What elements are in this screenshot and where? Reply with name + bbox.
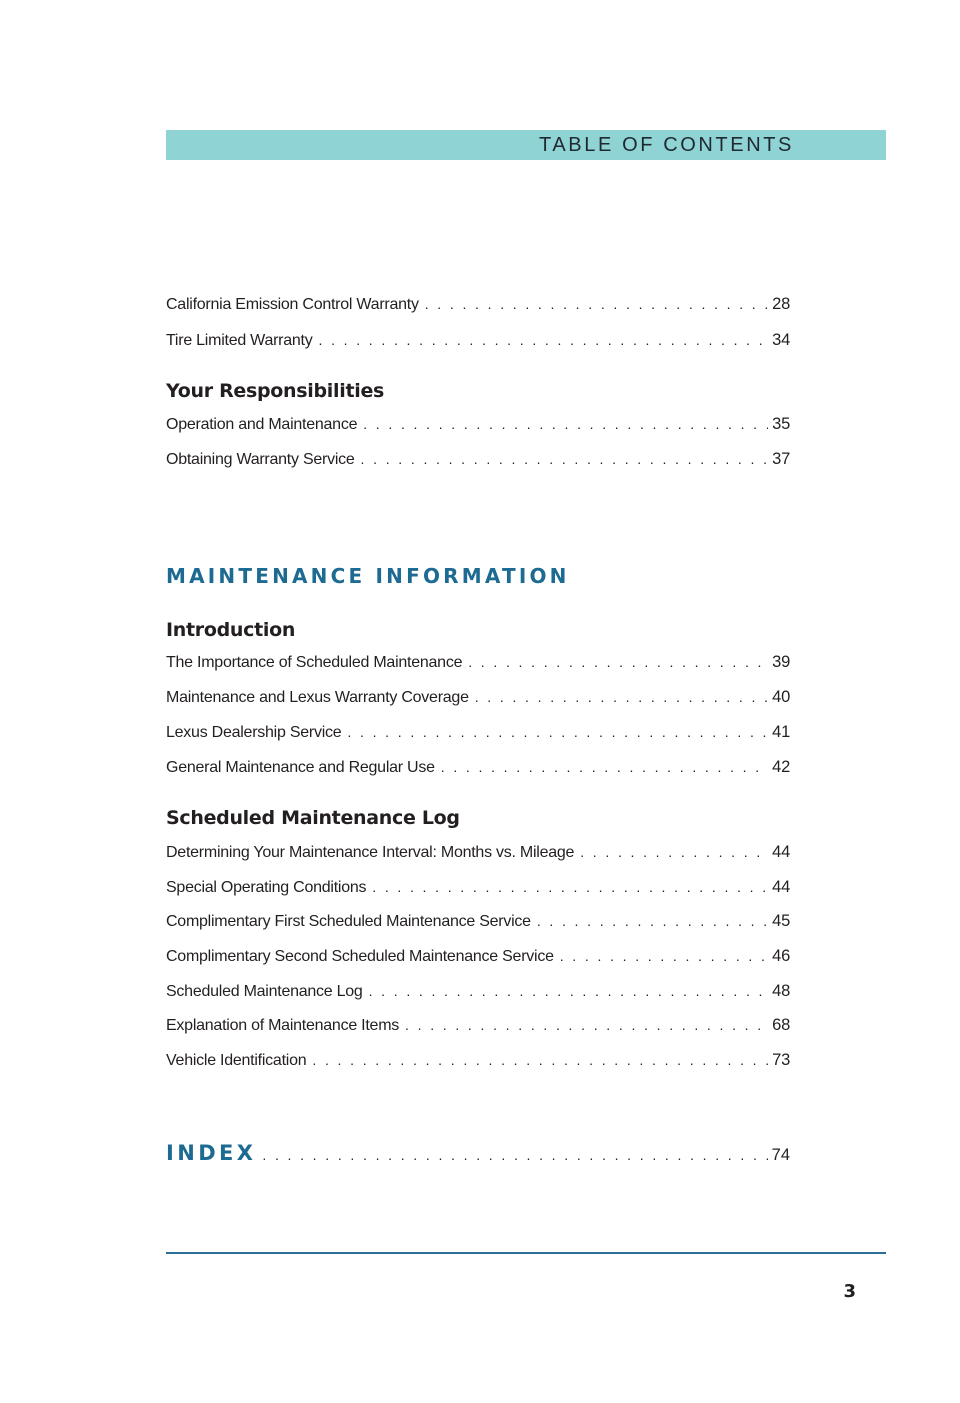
page-title: TABLE OF CONTENTS [539, 134, 794, 156]
subheading-introduction: Introduction [166, 619, 296, 641]
toc-entry-label: Maintenance and Lexus Warranty Coverage [166, 689, 469, 706]
footer-rule [166, 1252, 886, 1254]
dot-leader [537, 910, 768, 932]
toc-entry-label: California Emission Control Warranty [166, 296, 419, 313]
dot-leader [405, 1014, 768, 1036]
toc-entry-complimentary-second-service[interactable] [166, 945, 790, 967]
toc-entry-page: 46 [772, 947, 790, 965]
toc-entry-label: Complimentary First Scheduled Maintenance Service [166, 913, 531, 930]
toc-entry-index[interactable] [166, 1141, 790, 1169]
toc-entry-maintenance-and-lexus-warranty-coverage[interactable] [166, 686, 790, 708]
toc-entry-operation-and-maintenance[interactable] [166, 413, 790, 435]
toc-entry-label: Scheduled Maintenance Log [166, 983, 363, 1000]
dot-leader [441, 756, 768, 778]
toc-entry-complimentary-first-service[interactable] [166, 910, 790, 932]
dot-leader [475, 686, 768, 708]
toc-entry-page: 44 [772, 878, 790, 896]
subheading-scheduled-maintenance-log: Scheduled Maintenance Log [166, 807, 460, 829]
toc-entry-scheduled-maintenance-log[interactable] [166, 980, 790, 1002]
dot-leader [312, 1049, 768, 1071]
toc-entry-label: Tire Limited Warranty [166, 332, 313, 349]
toc-entry-obtaining-warranty-service[interactable] [166, 448, 790, 470]
dot-leader [425, 293, 768, 315]
toc-entry-label: Vehicle Identification [166, 1052, 307, 1069]
toc-entry-page: 45 [772, 912, 790, 930]
toc-entry-lexus-dealership-service[interactable] [166, 721, 790, 743]
toc-entry-tire-limited-warranty[interactable] [166, 329, 790, 351]
toc-entry-label: Explanation of Maintenance Items [166, 1017, 400, 1034]
dot-leader [361, 448, 769, 470]
toc-entry-label: Obtaining Warranty Service [166, 451, 355, 468]
dot-leader [468, 651, 768, 673]
toc-entry-label: Special Operating Conditions [166, 879, 367, 896]
dot-leader [369, 980, 769, 1002]
toc-entry-page: 68 [772, 1016, 790, 1034]
toc-entry-special-operating-conditions[interactable] [166, 876, 790, 898]
dot-leader [372, 876, 768, 898]
toc-entry-page: 35 [772, 415, 790, 433]
toc-entry-label: Complimentary Second Scheduled Maintenance Service [166, 948, 554, 965]
toc-entry-page: 42 [772, 758, 790, 776]
toc-entry-general-maintenance-and-regular-use[interactable] [166, 756, 790, 778]
dot-leader [318, 329, 768, 351]
page-number: 3 [843, 1281, 856, 1302]
toc-entry-label: Operation and Maintenance [166, 416, 358, 433]
dot-leader [580, 841, 768, 863]
index-heading: INDEX [166, 1141, 257, 1165]
toc-entry-page: 74 [771, 1146, 790, 1164]
toc-entry-page: 73 [772, 1051, 790, 1069]
toc-entry-determining-maintenance-interval[interactable] [166, 841, 790, 863]
toc-entry-page: 39 [772, 653, 790, 671]
dot-leader [560, 945, 768, 967]
toc-entry-page: 44 [772, 843, 790, 861]
toc-entry-page: 40 [772, 688, 790, 706]
toc-entry-page: 34 [772, 331, 790, 349]
section-heading-maintenance-information: MAINTENANCE INFORMATION [166, 564, 570, 588]
dot-leader [363, 413, 768, 435]
toc-entry-page: 28 [772, 295, 790, 313]
toc-entry-vehicle-identification[interactable] [166, 1049, 790, 1071]
toc-entry-california-emission-control-warranty[interactable] [166, 293, 790, 315]
subheading-your-responsibilities: Your Responsibilities [166, 380, 385, 402]
toc-entry-label: Determining Your Maintenance Interval: Months vs. Mileage [166, 844, 575, 861]
table-of-contents [166, 0, 790, 1240]
dot-leader [347, 721, 768, 743]
toc-entry-page: 37 [772, 450, 790, 468]
toc-entry-explanation-of-maintenance-items[interactable] [166, 1014, 790, 1036]
toc-entry-label: General Maintenance and Regular Use [166, 759, 435, 776]
dot-leader [262, 1147, 767, 1163]
toc-entry-label: The Importance of Scheduled Maintenance [166, 654, 463, 671]
toc-entry-page: 41 [772, 723, 790, 741]
toc-entry-label: Lexus Dealership Service [166, 724, 342, 741]
toc-entry-page: 48 [772, 982, 790, 1000]
toc-entry-importance-of-scheduled-maintenance[interactable] [166, 651, 790, 673]
